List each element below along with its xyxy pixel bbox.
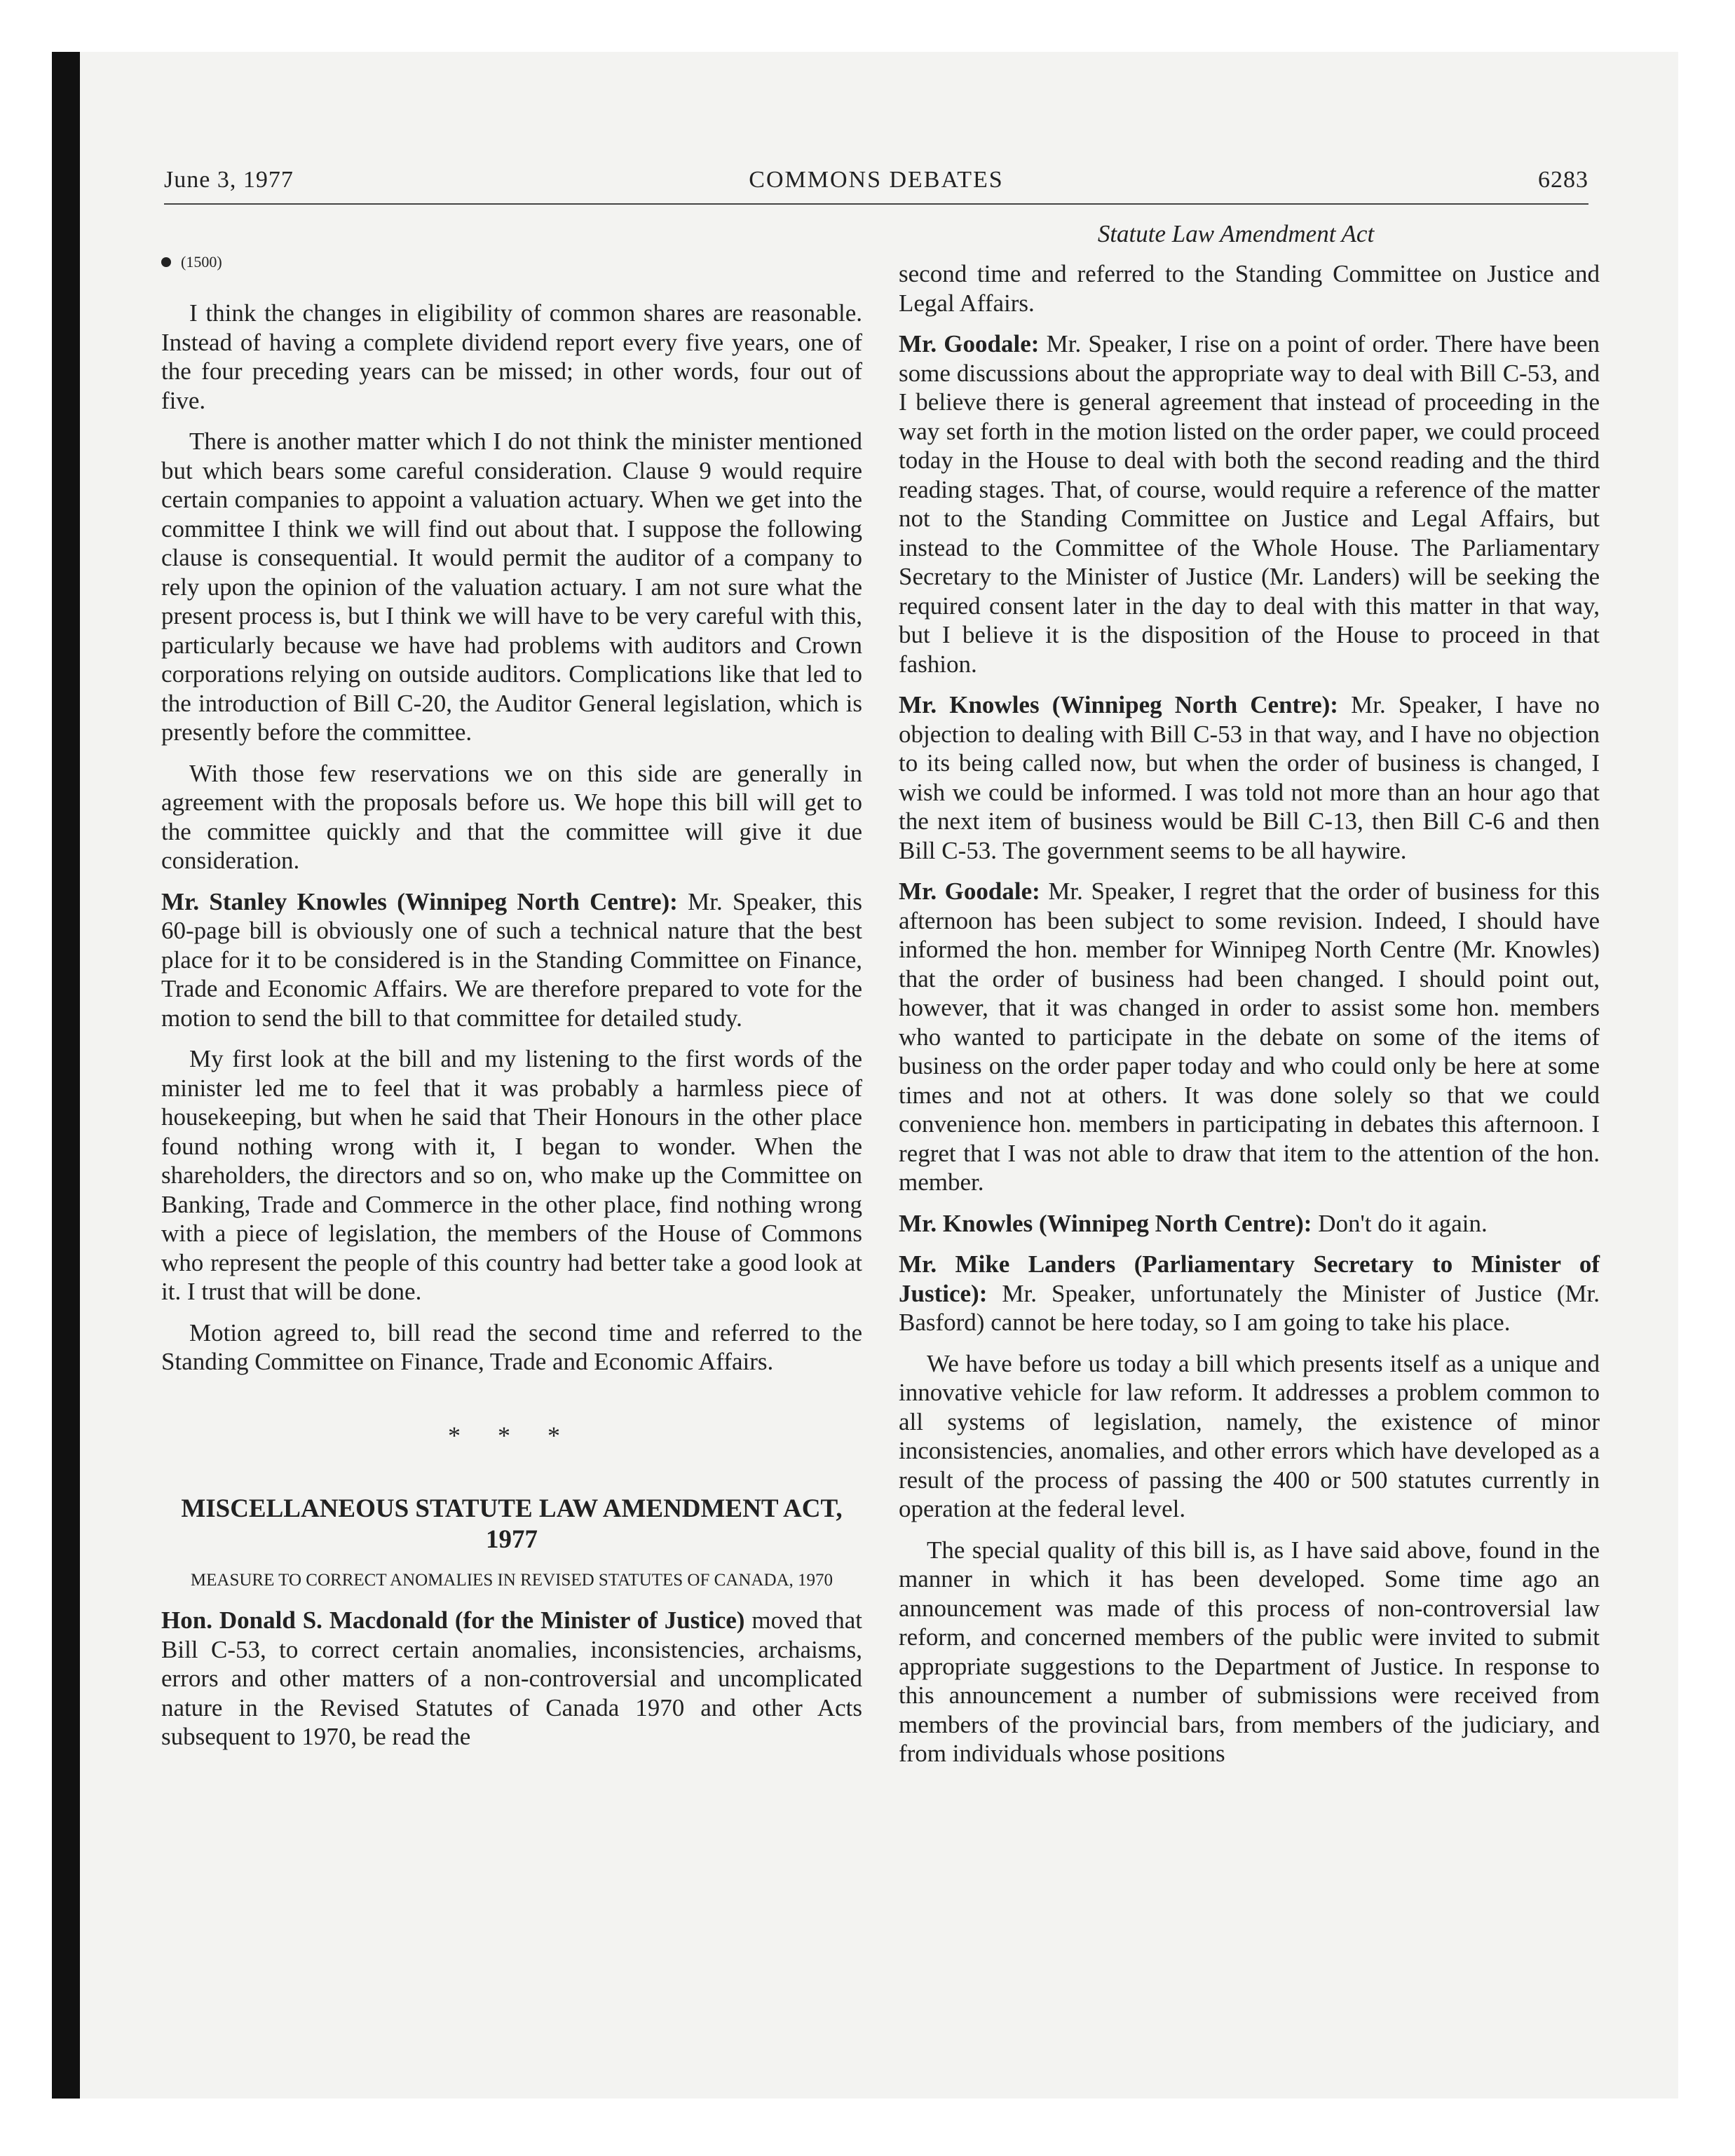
speaker-name: Mr. Stanley Knowles (Winnipeg North Centre): — [161, 887, 678, 915]
speech-text: Don't do it again. — [1312, 1209, 1488, 1237]
paragraph: Motion agreed to, bill read the second time and referred to the Standing Committee on Finance, Trade and Economic Affairs. — [161, 1318, 862, 1375]
speaker-name: Hon. Donald S. Macdonald (for the Minister of Justice) — [161, 1606, 745, 1634]
running-title: Statute Law Amendment Act — [1097, 220, 1375, 247]
section-separator: * * * — [448, 1421, 576, 1449]
paragraph: With those few reservations we on this side are generally in agreement with the proposals before us. We hope this bill will get to the committee quickly and that the committee will give it due consideration. — [161, 759, 862, 874]
speech-paragraph — [161, 887, 862, 1033]
header-title: COMMONS DEBATES — [749, 167, 1004, 193]
paragraph: We have before us today a bill which presents itself as a unique and innovative vehicle for law reform. It addresses a problem common to all systems of legislation, namely, the existence of minor inconsistencies, anomalies, and other errors which have developed as a result of the process of passing the 400 or 500 statutes currently in operation at the federal level. — [899, 1349, 1600, 1522]
speaker-name: Mr. Knowles (Winnipeg North Centre): — [899, 691, 1338, 718]
speech-text: moved that Bill C-53, to correct certain anomalies, inconsistencies, archaisms, errors and other matters of a non-controversial and uncomplicated nature in the Revised Statutes of Canada 1970 and other Acts subsequent to 1970, be read the — [161, 1606, 862, 1750]
paragraph: The special quality of this bill is, as I have said above, found in the manner in which it has been developed. Some time ago an announcement was made of this process of non-controversial law reform, and concerned members of the public were invited to submit appropriate suggestions to the Department of Justice. In response to this announcement a number of submissions were received from members of the provincial bars, from members of the judiciary, and from individuals whose positions — [899, 1536, 1600, 1767]
paragraph: There is another matter which I do not think the minister mentioned but which bears some careful consideration. Clause 9 would require certain companies to appoint a valuation actuary. When we get into the committee I think we will find out about that. I suppose the following clause is consequential. It would permit the auditor of a company to rely upon the opinion of the valuation actuary. I am not sure what the present process is, but I think we will have to be very careful with this, particularly because we have had problems with auditors and Crown corporations relying on outside auditors. Complications like that led to the introduction of Bill C-20, the Auditor General legislation, which is presently before the committee. — [161, 428, 862, 746]
paragraph: My first look at the bill and my listening to the first words of the minister led me to feel that it was probably a harmless piece of housekeeping, but when he said that Their Honours in the other place found nothing wrong with it, I began to wonder. When the shareholders, the directors and so on, who make up the Committee on Banking, Trade and Commerce in the other place, find nothing wrong with a piece of legislation, the members of the House of Commons who represent the people of this country had better take a good look at it. I trust that will be done. — [161, 1045, 862, 1305]
section-title: MISCELLANEOUS STATUTE LAW AMENDMENT ACT, 1977 — [181, 1494, 843, 1554]
speaker-name: Mr. Goodale: — [899, 878, 1040, 905]
speech-paragraph — [899, 1209, 1600, 1239]
time-marker — [161, 254, 862, 271]
header-date: June 3, 1977 — [164, 167, 294, 193]
right-column — [899, 259, 1600, 1780]
speech-paragraph — [899, 1250, 1600, 1337]
bullet-icon — [161, 257, 171, 267]
speech-text: Mr. Speaker, I rise on a point of order. There have been some discussions about the appropriate way to deal with Bill C-53, and I believe there is general agreement that instead of proceeding in the way set forth in the motion listed on the order paper, we could proceed today in the House to deal with both the second reading and the third reading stages. That, of course, would require a reference of the matter not to the Standing Committee on Justice and Legal Affairs, but instead to the Committee of the Whole House. The Parliamentary Secretary to the Minister of Justice (Mr. Landers) will be seeking the required consent later in the day to deal with this matter in that way, but I believe it is the disposition of the House to proceed in that fashion. — [899, 330, 1600, 678]
paragraph: I think the changes in eligibility of common shares are reasonable. Instead of having a complete dividend report every five years, one of the four preceding years can be missed; in other words, four out of five. — [161, 299, 862, 414]
speaker-name: Mr. Knowles (Winnipeg North Centre): — [899, 1209, 1312, 1237]
speech-paragraph — [899, 877, 1600, 1197]
section-subtitle: MEASURE TO CORRECT ANOMALIES IN REVISED STATUTES OF CANADA, 1970 — [190, 1571, 834, 1590]
speech-text: Mr. Speaker, this 60-page bill is obviously one of such a technical nature that the best place for it to be considered is in the Standing Committee on Finance, Trade and Economic Affairs. We are therefore prepared to vote for the motion to send the bill to that committee for detailed study. — [161, 887, 862, 1032]
speech-paragraph — [161, 1606, 862, 1752]
left-column — [161, 254, 862, 1763]
binding-edge — [52, 52, 80, 2099]
page-header — [164, 167, 1588, 205]
speech-text: Mr. Speaker, I regret that the order of business for this afternoon has been subject to some revision. Indeed, I should have informed the hon. member for Winnipeg North Centre (Mr. Knowles) that the order of business had been changed. I should point out, however, that it was changed in order to assist some hon. members who wanted to participate in the debate on some of the items of business on the order paper today and who could only be here at some times and not at others. It was done solely so that we could convenience hon. members in participating in debates this afternoon. I regret that I was not able to draw that item to the attention of the hon. member. — [899, 878, 1600, 1196]
time-marker-label: (1500) — [181, 253, 222, 271]
speech-text: Mr. Speaker, I have no objection to dealing with Bill C-53 in that way, and I have no objection to its being called now, but when the order of business is changed, I wish we could be informed. I was told not more than an hour ago that the next item of business would be Bill C-13, then Bill C-6 and then Bill C-53. The government seems to be all haywire. — [899, 691, 1600, 864]
speaker-name: Mr. Mike Landers (Parliamentary Secretary to Minister of Justice): — [899, 1250, 1600, 1307]
speech-paragraph — [899, 329, 1600, 678]
page-number: 6283 — [1538, 167, 1588, 193]
speech-paragraph — [899, 690, 1600, 865]
speaker-name: Mr. Goodale: — [899, 330, 1040, 357]
speech-text: Mr. Speaker, unfortunately the Minister of Justice (Mr. Basford) cannot be here today, so I am going to take his place. — [899, 1279, 1600, 1336]
paragraph: second time and referred to the Standing Committee on Justice and Legal Affairs. — [899, 260, 1600, 317]
